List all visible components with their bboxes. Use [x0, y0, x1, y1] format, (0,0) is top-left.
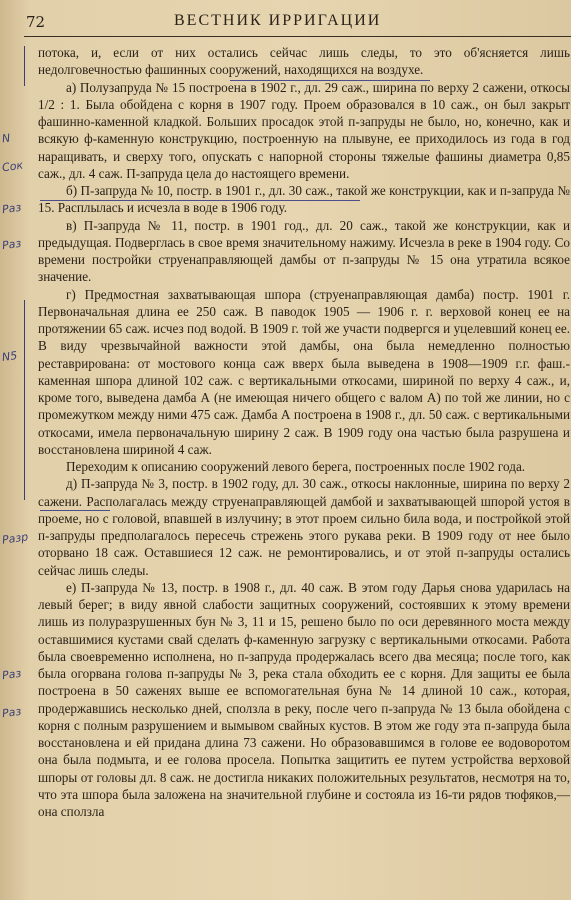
paragraph: в) П-запруда № 11, постр. в 1901 год., дл. 20 саж., такой же конструкции, как и предыдущая. Подверглась в свое время значительному нажиму. Исчезла в реке в 1904 году. Со времени постройки струенаправляющей дамбы от п-запруды № 15 она утратила всякое значение. [38, 217, 570, 285]
margin-note: Сок [1, 158, 24, 175]
margin-bracket [24, 300, 33, 500]
margin-note: Разр [1, 530, 29, 547]
paragraph: д) П-запруда № 3, постр. в 1902 году, дл. 30 саж., откосы наклонные, ширина по верху 2 сажени. Располагалась между струенаправляющей дамбой и захватывающей шпорой устоя в проеме, но с головой, впавшей в излучину; в этот проем сильно била вода, и постройкой этой п-запруды предполагалось пересечь стрежень этого рукава реки. В 1909 году от нее было оторвано 18 саж. Оставшиеся 12 саж. не ремонтировались, и от этой п-запруды остались сейчас лишь следы. [38, 476, 570, 578]
paragraph: е) П-запруда № 13, постр. в 1908 г., дл. 40 саж. В этом году Дарья снова ударилась на левый берег; в виду явной слабости защитных сооружений, состоявших к этому времени лишь из полуразрушенных бун № 3, 11 и 15, решено было по оси деревянного моста между оставшимися кустами свай сделать ф-каменную загрузку с вертикальными откосами. Работа была своевременно исполнена, но п-запруда продержалась всего два месяца; после того, как была огорвана голова п-запруды № 3, река стала обходить ее с корня. Для защиты ее была построена в 50 саженях выше ее вспомогательная буна № 14 длиной 10 саж., которая, продержавшись несколько дней, сползла в реку, после чего п-запруда № 13 была обойдена с корня с полным разрушением и вымывом свайных кустов. В этом же году эта п-запруда была восстановлена и ей придана длина 73 сажени. Но образовавшимся в голове ее водоворотом она была подмыта, и ее голова просела. Попытка защитить ее путем устройства верховой шпоры от головы дл. 8 саж. не достигла никаких положительных результатов, несмотря на то, что эта шпора была заложена на значительной глубине и состояла из 16-ти рядов тюфяков,—она сползла [38, 579, 570, 819]
margin-note: Раз [1, 704, 23, 721]
paragraph: Переходим к описанию сооружений левого берега, построенных после 1902 года. [66, 459, 526, 474]
article-body [38, 44, 570, 820]
paragraph: а) Полузапруда № 15 построена в 1902 г., дл. 29 саж., ширина по верху 2 сажени, откосы 1/2 : 1. Была обойдена с корня в 1907 году. Проем образовался в 10 саж., он был закрыт фашинно-каменной кладкой. Больших просадок этой п-запруды не было, но, конечно, как и всякую ф-каменную конструкцию, построенную на плывуне, ее приходилось из года в год наращивать, и сверху того, опускать с напорной стороны тяжелые фашины диаметра 0,85 саж., дл. 4 саж. П-запруда цела до настоящего времени. [38, 79, 570, 181]
margin-note: N5 [1, 349, 19, 364]
margin-note: Раз [1, 236, 23, 253]
paragraph: потока, и, если от них остались сейчас лишь следы, то это об'ясняется лишь недолговечностью фашинных сооружений, находящихся на воздухе. [38, 45, 570, 78]
paragraph: г) Предмостная захватывающая шпора (струенаправляющая дамба) постр. 1901 г. Первоначальная длина ее 250 саж. В паводок 1905 — 1906 г. г. верховой конец ее на протяжении 65 саж. исчез под водой. В 1909 г. той же участи подвергся и уцелевший конец ее. В виду чрезвычайной важности этой дамбы, она была немедленно полностью реставрирована: от мостового конца саж вверх была выведена в 1908—1909 г.г. фаш.-каменная шпора длиной 102 саж. с вертикальными откосами, шириной по верху 4 саж., и, кроме того, выведена дамба А (не имеющая ничего общего с валом А) по той же линии, но с промежутком между ними 475 саж. Дамба А построена в 1908 г., дл. 50 саж. с вертикальными откосами, имела первоначальную ширину 2 саж. В 1909 году она частью была разрушена и восстановлена шириной 4 саж. [38, 286, 570, 457]
page-number: 72 [26, 13, 46, 31]
margin-note: Раз [1, 666, 23, 683]
margin-note: Раз [1, 200, 23, 217]
page-header [24, 10, 571, 37]
paragraph: б) П-запруда № 10, постр. в 1901 г., дл. 30 саж., такой же конструкции, как и п-запруда № 15. Расплылась и исчезла в воде в 1906 году. [38, 183, 570, 216]
margin-bracket [24, 46, 33, 86]
margin-note: N [1, 131, 12, 146]
handwritten-margin-notes [0, 0, 38, 900]
running-title: ВЕСТНИК ИРРИГАЦИИ [174, 12, 382, 29]
